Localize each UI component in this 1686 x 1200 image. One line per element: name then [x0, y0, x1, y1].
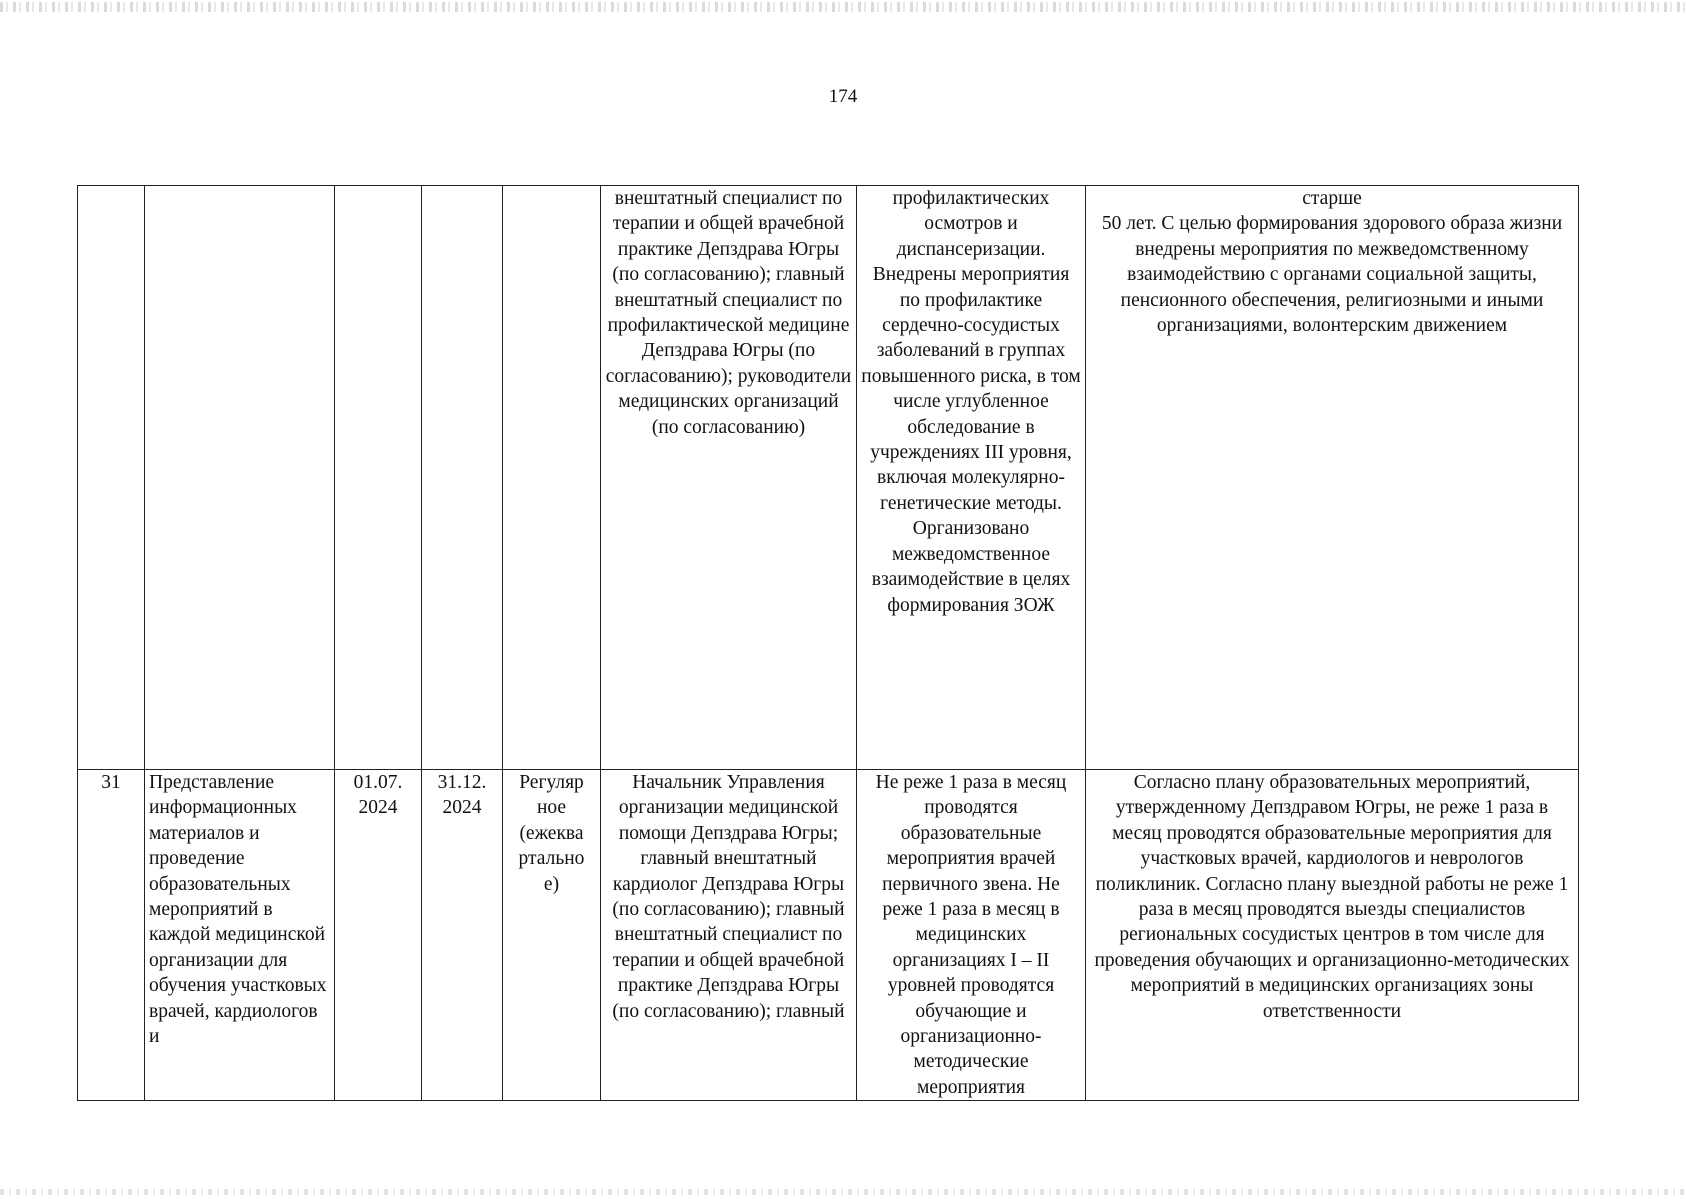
table-row [78, 770, 1579, 1101]
row-number-cell [78, 186, 145, 770]
periodicity-cell: Регуляр ное (ежеква ртально е) [503, 770, 601, 1101]
event-name-cell [145, 186, 335, 770]
row-number-cell: 31 [78, 770, 145, 1101]
start-date-cell: 01.07. 2024 [335, 770, 422, 1101]
result-cell: Не реже 1 раза в месяц проводятся образовательные мероприятия врачей первичного звена. Не реже 1 раза в месяц в медицинских организациях I – II уровней проводятся обучающие и организационно-методические мероприятия [857, 770, 1086, 1101]
event-name-cell: Представление информационных материалов и проведение образовательных мероприятий в каждой медицинской организации для обучения участковых врачей, кардиологов и [145, 770, 335, 1101]
notes-cell: Согласно плану образовательных мероприятий, утвержденному Депздравом Югры, не реже 1 раза в месяц проводятся образовательные мероприятия для участковых врачей, кардиологов и неврологов поликлиник. Согласно плану выездной работы не реже 1 раза в месяц проводятся выезды специалистов региональных сосудистых центров в том числе для проведения обучающих и организационно-методических мероприятий в медицинских организациях зоны ответственности [1086, 770, 1579, 1101]
notes-cell: старше 50 лет. С целью формирования здорового образа жизни внедрены мероприятия по межведомственному взаимодействию с органами социальной защиты, пенсионного обеспечения, религиозными и иными организациями, волонтерским движением [1086, 186, 1579, 770]
scan-edge-top [0, 2, 1686, 12]
start-date-cell [335, 186, 422, 770]
responsible-cell: Начальник Управления организации медицинской помощи Депздрава Югры; главный внештатный кардиолог Депздрава Югры (по согласованию); главный внештатный специалист по терапии и общей врачебной практике Депздрава Югры (по согласованию); главный [601, 770, 857, 1101]
periodicity-cell [503, 186, 601, 770]
table-row [78, 186, 1579, 770]
responsible-cell: внештатный специалист по терапии и общей врачебной практике Депздрава Югры (по согласованию); главный внештатный специалист по профилактической медицине Депздрава Югры (по согласованию); руководители медицинских организаций (по согласованию) [601, 186, 857, 770]
plan-table [77, 185, 1579, 1101]
end-date-cell [422, 186, 503, 770]
result-cell: профилактических осмотров и диспансеризации. Внедрены мероприятия по профилактике сердечно-сосудистых заболеваний в группах повышенного риска, в том числе углубленное обследование в учреждениях III уровня, включая молекулярно-генетические методы. Организовано межведомственное взаимодействие в целях формирования ЗОЖ [857, 186, 1086, 770]
page-number: 174 [828, 86, 858, 107]
end-date-cell: 31.12. 2024 [422, 770, 503, 1101]
scan-edge-bottom [0, 1189, 1686, 1195]
